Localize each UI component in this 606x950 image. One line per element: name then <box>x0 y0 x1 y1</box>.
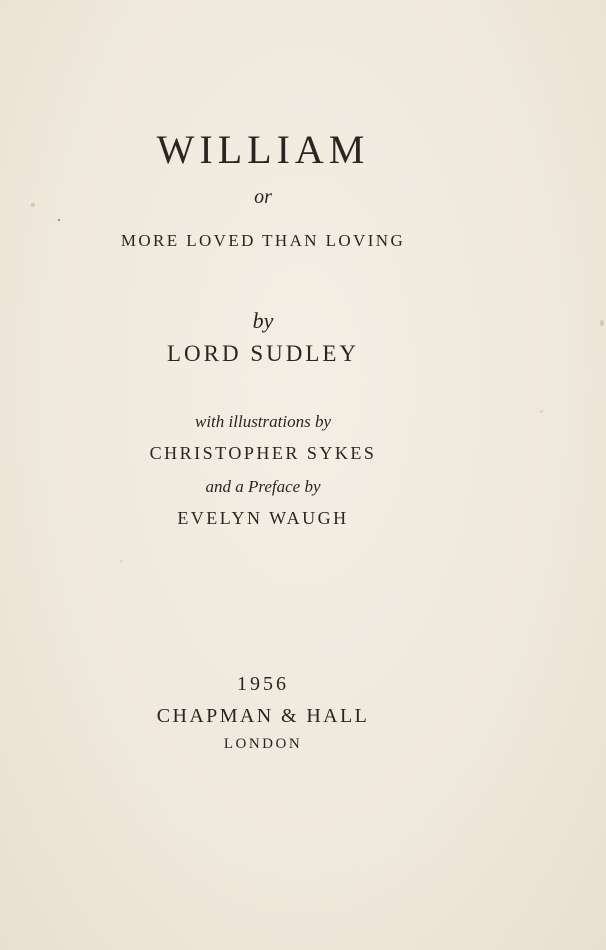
paper-speck <box>58 219 60 221</box>
book-subtitle: MORE LOVED THAN LOVING <box>120 231 406 250</box>
publication-city: LONDON <box>223 736 303 752</box>
illustrator-name: CHRISTOPHER SYKES <box>149 443 377 463</box>
or-conjunction: or <box>254 186 272 208</box>
preface-by-label: and a Preface by <box>205 477 321 496</box>
publisher-name: CHAPMAN & HALL <box>156 705 370 727</box>
author-name: LORD SUDLEY <box>166 341 360 366</box>
preface-author-name: EVELYN WAUGH <box>177 508 349 528</box>
by-label: by <box>252 308 274 333</box>
paper-speck <box>120 560 123 563</box>
illustrations-by-label: with illustrations by <box>194 412 332 431</box>
paper-speck <box>600 320 604 326</box>
book-title: WILLIAM <box>156 127 370 172</box>
paper-speck <box>540 410 543 413</box>
publication-year: 1956 <box>237 673 289 695</box>
